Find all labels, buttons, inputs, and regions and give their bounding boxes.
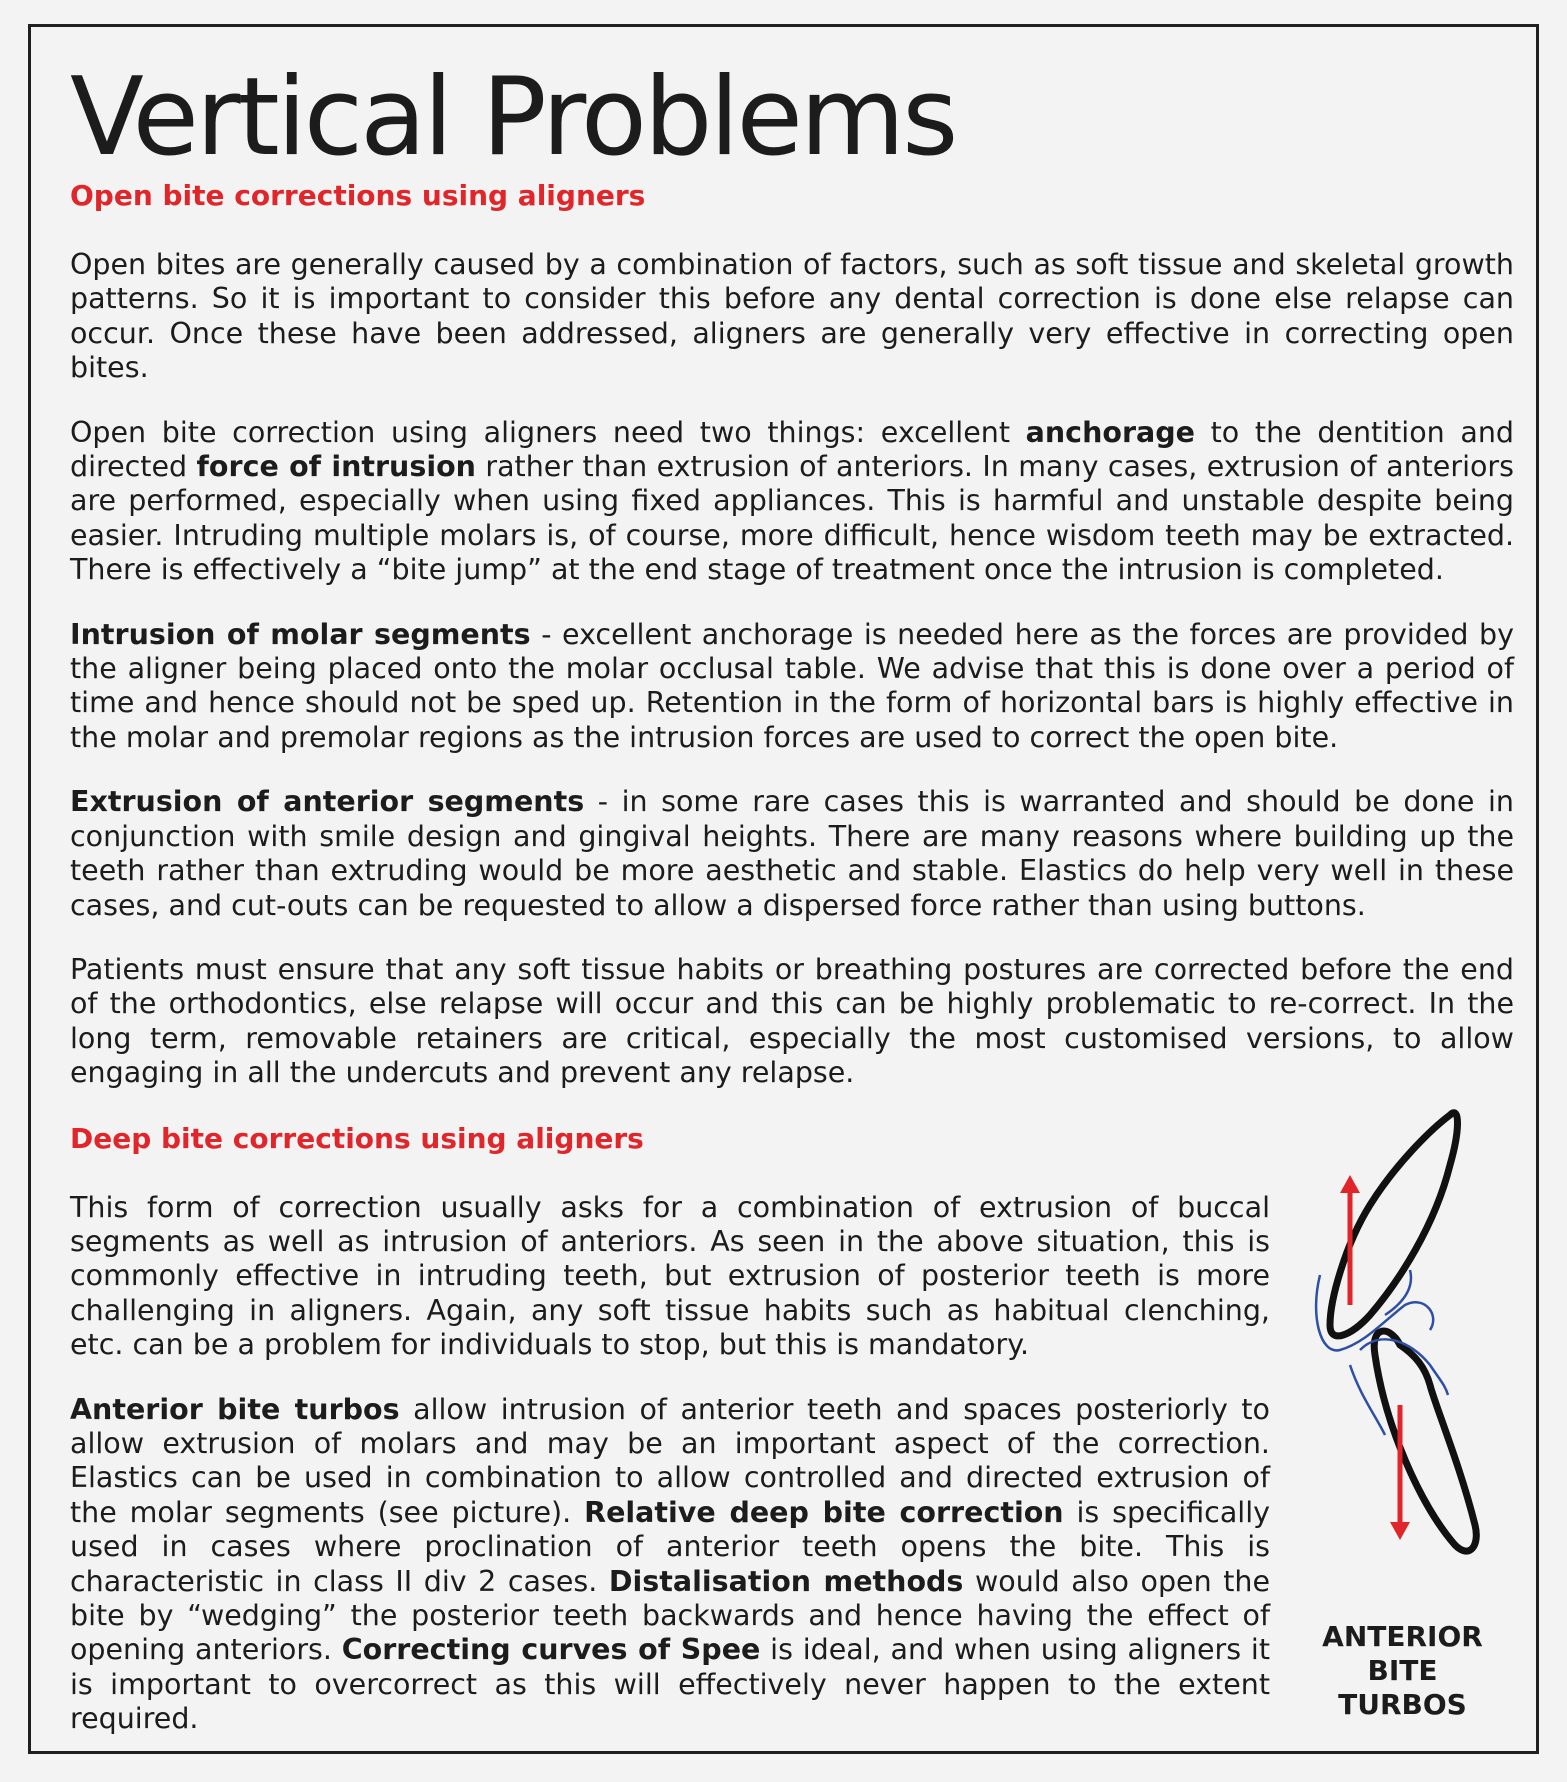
deep-bite-heading: Deep bite corrections using aligners: [70, 1121, 644, 1155]
force-of-intrusion-term: force of intrusion: [196, 450, 476, 484]
caption-line-1: ANTERIOR: [1322, 1620, 1483, 1653]
deep-bite-paragraph-1: This form of correction usually asks for a combination of extrusion of buccal segments as well as intrusion of anteriors. As seen in the above situation, this is commonly effective in intruding teeth, but extrusion of posterior teeth is more challenging in aligners. Again, any soft tissue habits such as habitual clenching, etc. can be a problem for individuals to stop, but this is mandatory.: [70, 1190, 1270, 1362]
anchorage-term: anchorage: [1025, 415, 1195, 449]
extrusion-anterior-term: Extrusion of anterior segments: [70, 785, 585, 819]
extrusion-arrow-head: [1390, 1522, 1410, 1540]
curves-of-spee-term: Correcting curves of Spee: [341, 1633, 761, 1667]
caption-line-2: BITE: [1367, 1654, 1438, 1687]
page-title: Vertical Problems: [70, 55, 956, 180]
figure-caption: [1300, 1620, 1505, 1722]
lower-incisor-outline: [1374, 1331, 1476, 1551]
distalisation-term: Distalisation methods: [608, 1564, 964, 1598]
open-bite-heading: Open bite corrections using aligners: [70, 179, 646, 212]
open-bite-paragraph-2: Open bite correction using aligners need two things: excellent anchorage to the dentition and directed force of intrusion rather than extrusion of anteriors. In many cases, extrusion of anteriors are performed, especially when using fixed appliances. This is harmful and unstable despite being easier. Intruding multiple molars is, of course, more difficult, hence wisdom teeth may be extracted. There is effectively a “bite jump” at the end stage of treatment once the intrusion is completed.: [70, 415, 1514, 587]
deep-bite-paragraph-2: Anterior bite turbos allow intrusion of anterior teeth and spaces posteriorly to allow extrusion of molars and may be an important aspect of the correction. Elastics can be used in combination to allow controlled and directed extrusion of the molar segments (see picture). Relative deep bite correction is specifically used in cases where proclination of anterior teeth opens the bite. This is characteristic in class II div 2 cases. Distalisation methods would also open the bite by “wedging” the posterior teeth backwards and hence having the effect of opening anteriors. Correcting curves of Spee is ideal, and when using aligners it is important to overcorrect as this will effectively never happen to the extent required.: [70, 1392, 1270, 1736]
bite-turbo-illustration: [1290, 1105, 1520, 1605]
open-bite-paragraph-1: Open bites are generally caused by a combination of factors, such as soft tissue and skeletal growth patterns. So it is important to consider this before any dental correction is done else relapse can occur. Once these have been addressed, aligners are generally very effective in correcting open bites.: [70, 248, 1514, 385]
intrusion-molar-paragraph: Intrusion of molar segments - excellent anchorage is needed here as the forces are provided by the aligner being placed onto the molar occlusal table. We advise that this is done over a period of time and hence should not be sped up. Retention in the form of horizontal bars is highly effective in the molar and premolar regions as the intrusion forces are used to correct the open bite.: [70, 617, 1515, 754]
caption-line-3: TURBOS: [1338, 1688, 1467, 1721]
relative-deep-bite-term: Relative deep bite correction: [584, 1495, 1064, 1529]
intrusion-molar-term: Intrusion of molar segments: [70, 617, 531, 651]
extrusion-anterior-paragraph: Extrusion of anterior segments - in some rare cases this is warranted and should be done in conjunction with smile design and gingival heights. There are many reasons where building up the teeth rather than extruding would be more aesthetic and stable. Elastics do help very well in these cases, and cut-outs can be requested to allow a dispersed force rather than using buttons.: [70, 785, 1514, 922]
anterior-bite-turbos-term: Anterior bite turbos: [70, 1392, 400, 1426]
relapse-paragraph: Patients must ensure that any soft tissue habits or breathing postures are corrected before the end of the orthodontics, else relapse will occur and this can be highly problematic to re-correct. In the long term, removable retainers are critical, especially the most customised versions, to allow engaging in all the undercuts and prevent any relapse.: [70, 952, 1514, 1090]
intrusion-arrow-head: [1340, 1175, 1360, 1193]
